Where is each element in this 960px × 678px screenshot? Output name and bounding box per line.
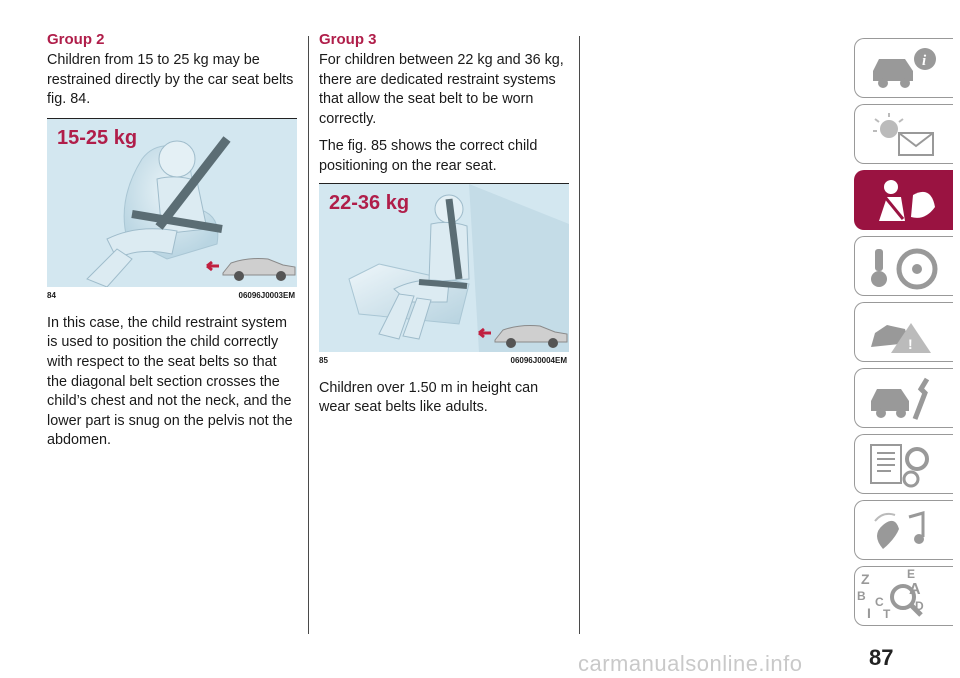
group-2-heading: Group 2 <box>47 31 105 48</box>
figure-85-caption <box>319 352 569 365</box>
index-letter-d: D <box>915 599 924 613</box>
right-column <box>319 30 571 426</box>
tab-multimedia[interactable] <box>854 500 953 560</box>
column-divider-1 <box>308 36 309 634</box>
warning-lights-icon <box>865 111 945 159</box>
key-steering-wheel-icon <box>865 243 945 291</box>
car-info-icon <box>865 45 945 93</box>
index-letter-t: T <box>883 607 891 621</box>
index-letter-e: E <box>907 567 916 581</box>
group-3-intro-2: The fig. 85 shows the correct child positioning on the rear seat. <box>319 138 538 174</box>
tab-index[interactable] <box>854 566 953 626</box>
left-column <box>47 30 299 459</box>
index-letter-a: A <box>909 581 921 598</box>
tab-car-info[interactable] <box>854 38 953 98</box>
group-3-heading: Group 3 <box>319 31 377 48</box>
car-wrench-icon <box>865 375 945 423</box>
group-3-intro: For children between 22 kg and 36 kg, there are dedicated restraint systems that allow the seat belt to be worn correctly. <box>319 52 564 127</box>
figure-84 <box>47 118 297 300</box>
figure-85-number: 85 <box>319 355 328 365</box>
svg-text:!: ! <box>908 336 913 352</box>
index-letter-c: C <box>875 595 884 609</box>
tab-safety[interactable] <box>854 170 953 230</box>
figure-84-illustration <box>47 119 297 287</box>
figure-85-weight-label: 22-36 kg <box>329 191 410 214</box>
seat-belt-airbag-icon <box>865 177 945 225</box>
figure-85 <box>319 183 569 365</box>
figure-85-illustration <box>319 184 569 352</box>
svg-text:i: i <box>922 53 927 69</box>
watermark: carmanualsonline.info <box>578 651 803 676</box>
group-3-body: Children over 1.50 m in height can wear seat belts like adults. <box>319 379 539 416</box>
figure-84-weight-label: 15-25 kg <box>57 126 138 149</box>
tab-warning-lights[interactable] <box>854 104 953 164</box>
multimedia-icon <box>865 507 945 555</box>
figure-84-code: 06096J0003EM <box>238 290 295 300</box>
group-2-intro: Children from 15 to 25 kg may be restrained directly by the car seat belts fig. 84. <box>47 52 294 108</box>
crash-warning-icon <box>865 309 945 357</box>
index-letter-z: Z <box>861 571 870 587</box>
index-letter-i: I <box>867 605 871 621</box>
specs-gear-icon <box>865 441 945 489</box>
column-divider-2 <box>579 36 580 634</box>
figure-84-caption <box>47 287 297 300</box>
tab-start-driving[interactable] <box>854 236 953 296</box>
group-2-body: In this case, the child restraint system is used to position the child correctly with respect to the seat belts so that the diagonal belt section crosses the child’s chest and not the neck, and the lower part is snug on the pelvis not the abdomen. <box>47 314 293 449</box>
tab-technical-data[interactable] <box>854 434 953 494</box>
index-letter-b: B <box>857 589 866 603</box>
figure-84-number: 84 <box>47 290 56 300</box>
figure-85-code: 06096J0004EM <box>510 355 567 365</box>
page-number: 87 <box>869 645 894 670</box>
tab-emergency[interactable] <box>854 302 953 362</box>
tab-maintenance[interactable] <box>854 368 953 428</box>
